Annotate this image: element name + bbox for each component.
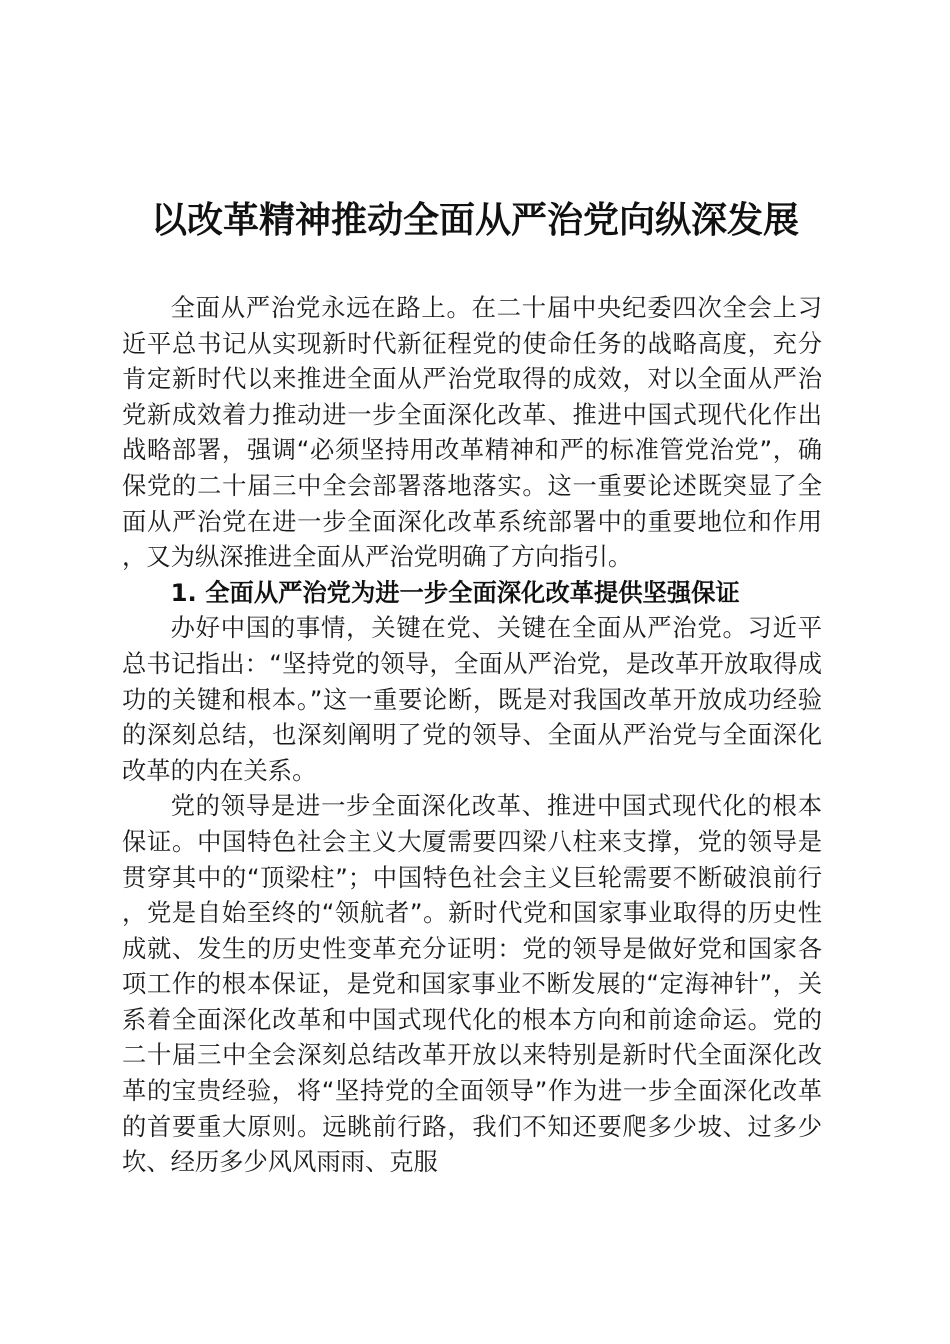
body-paragraph-2: 党的领导是进一步全面深化改革、推进中国式现代化的根本保证。中国特色社会主义大厦需要四梁八柱来支撑，党的领导是贯穿其中的“顶梁柱”；中国特色社会主义巨轮需要不断破浪前行，党是自始至终的“领航者”。新时代党和国家事业取得的历史性成就、发生的历史性变革充分证明：党的领导是做好党和国家各项工作的根本保证，是党和国家事业不断发展的“定海神针”，关系着全面深化改革和中国式现代化的根本方向和前途命运。党的二十届三中全会深刻总结改革开放以来特别是新时代全面深化改革的宝贵经验，将“坚持党的全面领导”作为进一步全面深化改革的首要重大原则。远眺前行路，我们不知还要爬多少坡、过多少坎、经历多少风风雨雨、克服 [122, 791, 822, 1177]
document-body [122, 290, 822, 1180]
section-heading: 1. 全面从严治党为进一步全面深化改革提供坚强保证 [170, 577, 740, 607]
intro-paragraph: 全面从严治党永远在路上。在二十届中央纪委四次全会上习近平总书记从实现新时代新征程党的使命任务的战略高度，充分肯定新时代以来推进全面从严治党取得的成效，对以全面从严治党新成效着力推动进一步全面深化改革、推进中国式现代化作出战略部署，强调“必须坚持用改革精神和严的标准管党治党”，确保党的二十届三中全会部署落地落实。这一重要论述既突显了全面从严治党在进一步全面深化改革系统部署中的重要地位和作用，又为纵深推进全面从严治党明确了方向指引。 [122, 293, 822, 572]
document-title: 以改革精神推动全面从严治党向纵深发展 [150, 199, 799, 241]
body-paragraph-1: 办好中国的事情，关键在党、关键在全面从严治党。习近平总书记指出：“坚持党的领导，全面从严治党，是改革开放取得成功的关键和根本。”这一重要论断，既是对我国改革开放成功经验的深刻总结，也深刻阐明了党的领导、全面从严治党与全面深化改革的内在关系。 [122, 613, 822, 785]
